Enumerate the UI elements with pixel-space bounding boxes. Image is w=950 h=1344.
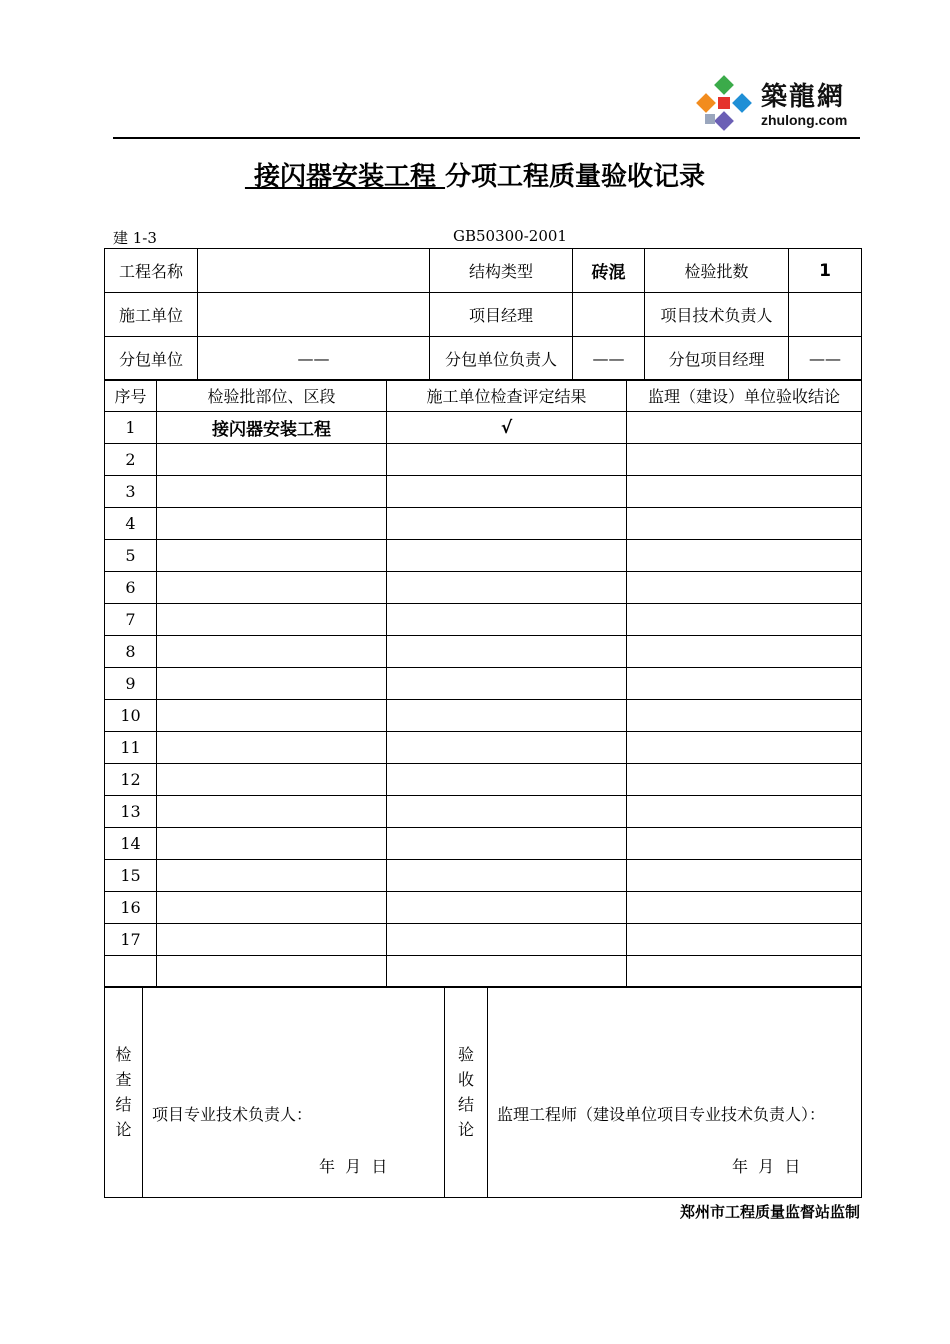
row-no-cell <box>105 956 157 988</box>
subcontractor-label: 分包单位 <box>105 337 198 381</box>
info-table <box>104 248 862 381</box>
row-no-cell: 16 <box>105 892 157 924</box>
row-conclusion-cell[interactable] <box>627 828 862 860</box>
project-manager-label: 项目经理 <box>430 293 573 337</box>
structure-type-label: 结构类型 <box>430 249 573 293</box>
table-row <box>105 924 862 956</box>
row-result-cell[interactable]: √ <box>387 412 627 444</box>
row-result-cell[interactable] <box>387 508 627 540</box>
row-conclusion-cell[interactable] <box>627 412 862 444</box>
page-title <box>0 156 950 193</box>
row-result-cell[interactable] <box>387 668 627 700</box>
table-row <box>105 956 862 988</box>
row-conclusion-cell[interactable] <box>627 540 862 572</box>
row-conclusion-cell[interactable] <box>627 444 862 476</box>
row-no-cell: 8 <box>105 636 157 668</box>
col-header-conclusion: 监理（建设）单位验收结论 <box>627 380 862 412</box>
row-result-cell[interactable] <box>387 860 627 892</box>
table-row <box>105 668 862 700</box>
row-section-cell[interactable] <box>157 668 387 700</box>
info-row <box>105 249 862 293</box>
tech-lead-value[interactable] <box>789 293 862 337</box>
row-conclusion-cell[interactable] <box>627 700 862 732</box>
row-no-cell: 4 <box>105 508 157 540</box>
project-name-value[interactable] <box>198 249 430 293</box>
row-conclusion-cell[interactable] <box>627 508 862 540</box>
row-no-cell: 6 <box>105 572 157 604</box>
row-conclusion-cell[interactable] <box>627 636 862 668</box>
row-conclusion-cell[interactable] <box>627 732 862 764</box>
row-section-cell[interactable] <box>157 956 387 988</box>
accept-date: 年 月 日 <box>732 1157 801 1176</box>
row-result-cell[interactable] <box>387 892 627 924</box>
contractor-label: 施工单位 <box>105 293 198 337</box>
accept-char: 结 <box>457 1095 474 1114</box>
table-header-row <box>105 380 862 412</box>
row-section-cell[interactable] <box>157 860 387 892</box>
table-row <box>105 444 862 476</box>
check-conclusion-area[interactable] <box>143 987 445 1198</box>
row-section-cell[interactable] <box>157 700 387 732</box>
footer-supervisor: 郑州市工程质量监督站监制 <box>679 1203 860 1221</box>
sub-lead-label: 分包单位负责人 <box>430 337 573 381</box>
col-header-result: 施工单位检查评定结果 <box>387 380 627 412</box>
col-header-section: 检验批部位、区段 <box>157 380 387 412</box>
zhulong-logo <box>695 74 860 134</box>
row-conclusion-cell[interactable] <box>627 764 862 796</box>
row-result-cell[interactable] <box>387 700 627 732</box>
title-suffix: 分项工程质量验收记录 <box>445 162 706 192</box>
row-no-cell: 1 <box>105 412 157 444</box>
row-section-cell[interactable] <box>157 796 387 828</box>
row-no-cell: 14 <box>105 828 157 860</box>
check-signer-label: 项目专业技术负责人： <box>152 1105 313 1124</box>
row-conclusion-cell[interactable] <box>627 860 862 892</box>
row-conclusion-cell[interactable] <box>627 668 862 700</box>
row-result-cell[interactable] <box>387 956 627 988</box>
batch-count-value[interactable]: 1 <box>789 249 862 293</box>
info-row <box>105 293 862 337</box>
project-name-label: 工程名称 <box>105 249 198 293</box>
subcontractor-value[interactable]: —— <box>198 337 430 381</box>
row-section-cell[interactable] <box>157 636 387 668</box>
info-row <box>105 337 862 381</box>
row-section-cell[interactable] <box>157 476 387 508</box>
row-section-cell[interactable] <box>157 540 387 572</box>
row-conclusion-cell[interactable] <box>627 572 862 604</box>
accept-char: 论 <box>457 1120 474 1139</box>
row-result-cell[interactable] <box>387 572 627 604</box>
row-conclusion-cell[interactable] <box>627 604 862 636</box>
row-no-cell: 12 <box>105 764 157 796</box>
accept-char: 收 <box>457 1070 474 1089</box>
row-result-cell[interactable] <box>387 796 627 828</box>
row-section-cell[interactable] <box>157 444 387 476</box>
row-no-cell: 9 <box>105 668 157 700</box>
row-section-cell[interactable] <box>157 732 387 764</box>
row-result-cell[interactable] <box>387 828 627 860</box>
table-row <box>105 700 862 732</box>
table-row <box>105 412 862 444</box>
row-section-cell[interactable] <box>157 828 387 860</box>
row-no-cell: 11 <box>105 732 157 764</box>
contractor-value[interactable] <box>198 293 430 337</box>
check-char: 论 <box>115 1120 132 1139</box>
row-no-cell: 15 <box>105 860 157 892</box>
accept-conclusion-label <box>445 987 488 1198</box>
standard-code: GB50300-2001 <box>453 227 567 245</box>
table-row <box>105 732 862 764</box>
logo-english-name: zhulong.com <box>761 112 848 128</box>
structure-type-value[interactable]: 砖混 <box>573 249 645 293</box>
conclusion-table <box>104 986 862 1198</box>
row-result-cell[interactable] <box>387 540 627 572</box>
table-row <box>105 764 862 796</box>
row-result-cell[interactable] <box>387 732 627 764</box>
row-section-cell[interactable]: 接闪器安装工程 <box>157 412 387 444</box>
row-conclusion-cell[interactable] <box>627 924 862 956</box>
inspection-table <box>104 379 862 988</box>
zhulong-logo-icon <box>695 74 755 134</box>
row-conclusion-cell[interactable] <box>627 796 862 828</box>
table-row <box>105 828 862 860</box>
table-row <box>105 860 862 892</box>
batch-count-label: 检验批数 <box>645 249 789 293</box>
table-row <box>105 508 862 540</box>
row-section-cell[interactable] <box>157 508 387 540</box>
check-char: 检 <box>115 1045 132 1064</box>
inspection-rows <box>105 412 862 988</box>
row-no-cell: 2 <box>105 444 157 476</box>
accept-conclusion-area[interactable] <box>488 987 862 1198</box>
row-result-cell[interactable] <box>387 924 627 956</box>
header-rule <box>113 137 860 139</box>
table-row <box>105 892 862 924</box>
conclusion-row <box>105 987 862 1198</box>
row-no-cell: 10 <box>105 700 157 732</box>
table-row <box>105 572 862 604</box>
logo-chinese-name: 築龍網 <box>761 82 846 112</box>
form-code: 建 1-3 <box>113 229 157 247</box>
row-section-cell[interactable] <box>157 572 387 604</box>
tech-lead-label: 项目技术负责人 <box>645 293 789 337</box>
check-date: 年 月 日 <box>319 1157 388 1176</box>
row-result-cell[interactable] <box>387 636 627 668</box>
table-row <box>105 636 862 668</box>
row-no-cell: 7 <box>105 604 157 636</box>
accept-char: 验 <box>457 1045 474 1064</box>
row-section-cell[interactable] <box>157 892 387 924</box>
row-conclusion-cell[interactable] <box>627 956 862 988</box>
row-no-cell: 17 <box>105 924 157 956</box>
row-no-cell: 13 <box>105 796 157 828</box>
check-char: 结 <box>115 1095 132 1114</box>
sub-manager-value[interactable]: —— <box>789 337 862 381</box>
project-manager-value[interactable] <box>573 293 645 337</box>
table-row <box>105 796 862 828</box>
row-result-cell[interactable] <box>387 444 627 476</box>
row-section-cell[interactable] <box>157 604 387 636</box>
row-result-cell[interactable] <box>387 604 627 636</box>
row-no-cell: 3 <box>105 476 157 508</box>
row-no-cell: 5 <box>105 540 157 572</box>
table-row <box>105 476 862 508</box>
table-row <box>105 540 862 572</box>
accept-signer-label: 监理工程师（建设单位项目专业技术负责人）： <box>497 1105 826 1124</box>
row-section-cell[interactable] <box>157 764 387 796</box>
row-result-cell[interactable] <box>387 764 627 796</box>
table-row <box>105 604 862 636</box>
sub-manager-label: 分包项目经理 <box>645 337 789 381</box>
col-header-no: 序号 <box>105 380 157 412</box>
row-conclusion-cell[interactable] <box>627 892 862 924</box>
row-conclusion-cell[interactable] <box>627 476 862 508</box>
title-item-name: 接闪器安装工程 <box>244 162 446 192</box>
row-result-cell[interactable] <box>387 476 627 508</box>
check-char: 查 <box>115 1070 132 1089</box>
sub-lead-value[interactable]: —— <box>573 337 645 381</box>
row-section-cell[interactable] <box>157 924 387 956</box>
check-conclusion-label <box>105 987 143 1198</box>
